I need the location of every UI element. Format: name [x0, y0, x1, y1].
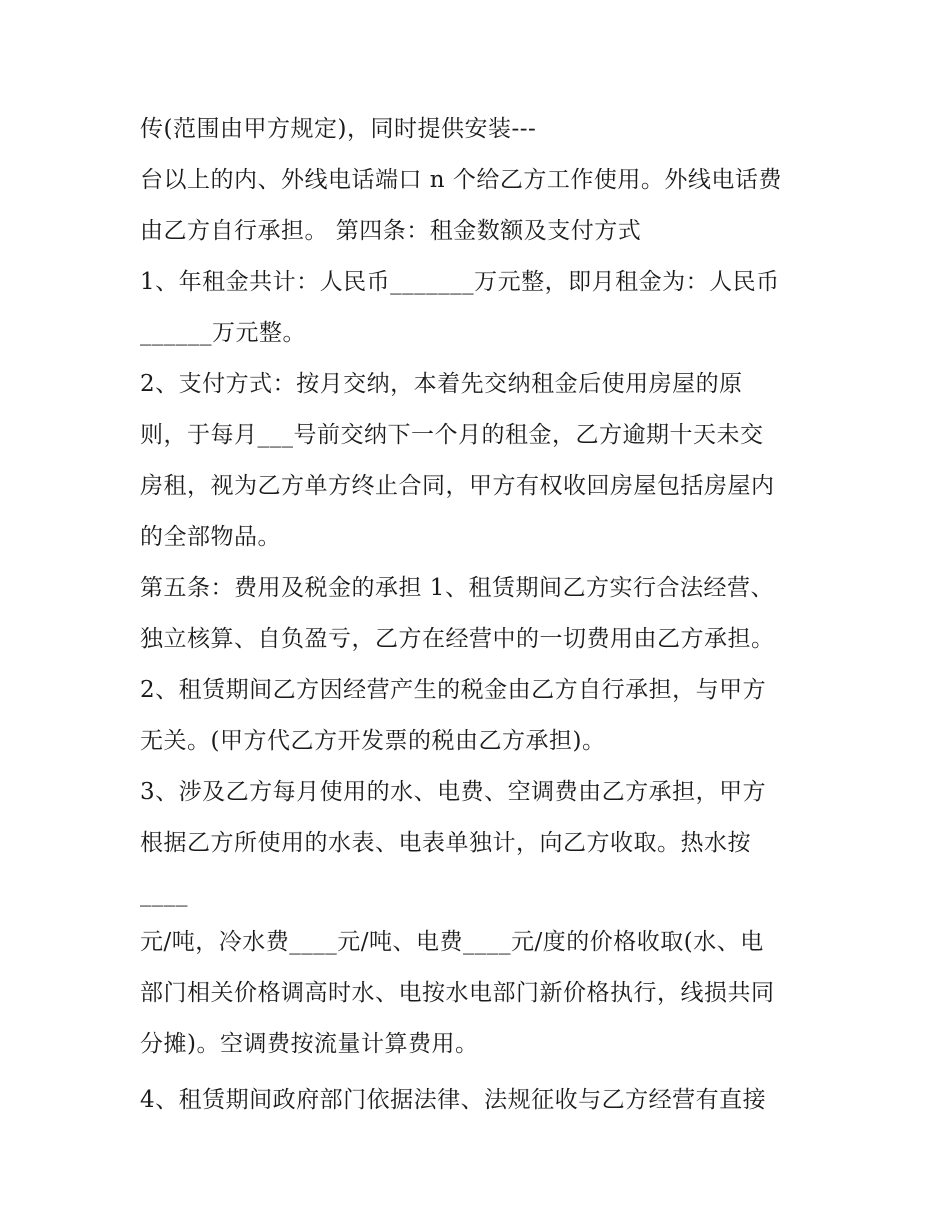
text-line: ____	[140, 881, 188, 907]
text-line: 1、年租金共计：人民币_______万元整，即月租金为：人民币	[140, 269, 780, 295]
document-body	[140, 110, 830, 1132]
text-line: 无关。(甲方代乙方开发票的税由乙方承担)。	[140, 728, 606, 754]
text-line: 根据乙方所使用的水表、电表单独计，向乙方收取。热水按	[140, 830, 751, 856]
text-line: 3、涉及乙方每月使用的水、电费、空调费由乙方承担，甲方	[140, 779, 767, 805]
text-line: 则，于每月___号前交纳下一个月的租金，乙方逾期十天未交	[140, 422, 764, 448]
text-line: 4、租赁期间政府部门依据法律、法规征收与乙方经营有直接	[140, 1087, 767, 1113]
text-line: 的全部物品。	[140, 524, 281, 550]
text-line: 第五条：费用及税金的承担 1、租赁期间乙方实行合法经营、	[140, 575, 774, 601]
text-line: 由乙方自行承担。 第四条：租金数额及支付方式	[140, 218, 642, 244]
text-line: 2、支付方式：按月交纳，本着先交纳租金后使用房屋的原	[140, 371, 743, 397]
text-line: ______万元整。	[140, 320, 306, 346]
text-line: 分摊)。空调费按流量计算费用。	[140, 1031, 479, 1057]
text-line: 房租，视为乙方单方终止合同，甲方有权收回房屋包括房屋内	[140, 473, 775, 499]
text-line: 传(范围由甲方规定)，同时提供安装---	[140, 116, 537, 142]
text-line: 2、租赁期间乙方因经营产生的税金由乙方自行承担，与甲方	[140, 677, 767, 703]
text-line: 元/吨，冷水费____元/吨、电费____元/度的价格收取(水、电	[140, 929, 764, 955]
text-line: 独立核算、自负盈亏，乙方在经营中的一切费用由乙方承担。	[140, 626, 775, 652]
text-line: 台以上的内、外线电话端口 n 个给乙方工作使用。外线电话费	[140, 167, 782, 193]
text-line: 部门相关价格调高时水、电按水电部门新价格执行，线损共同	[140, 980, 775, 1006]
